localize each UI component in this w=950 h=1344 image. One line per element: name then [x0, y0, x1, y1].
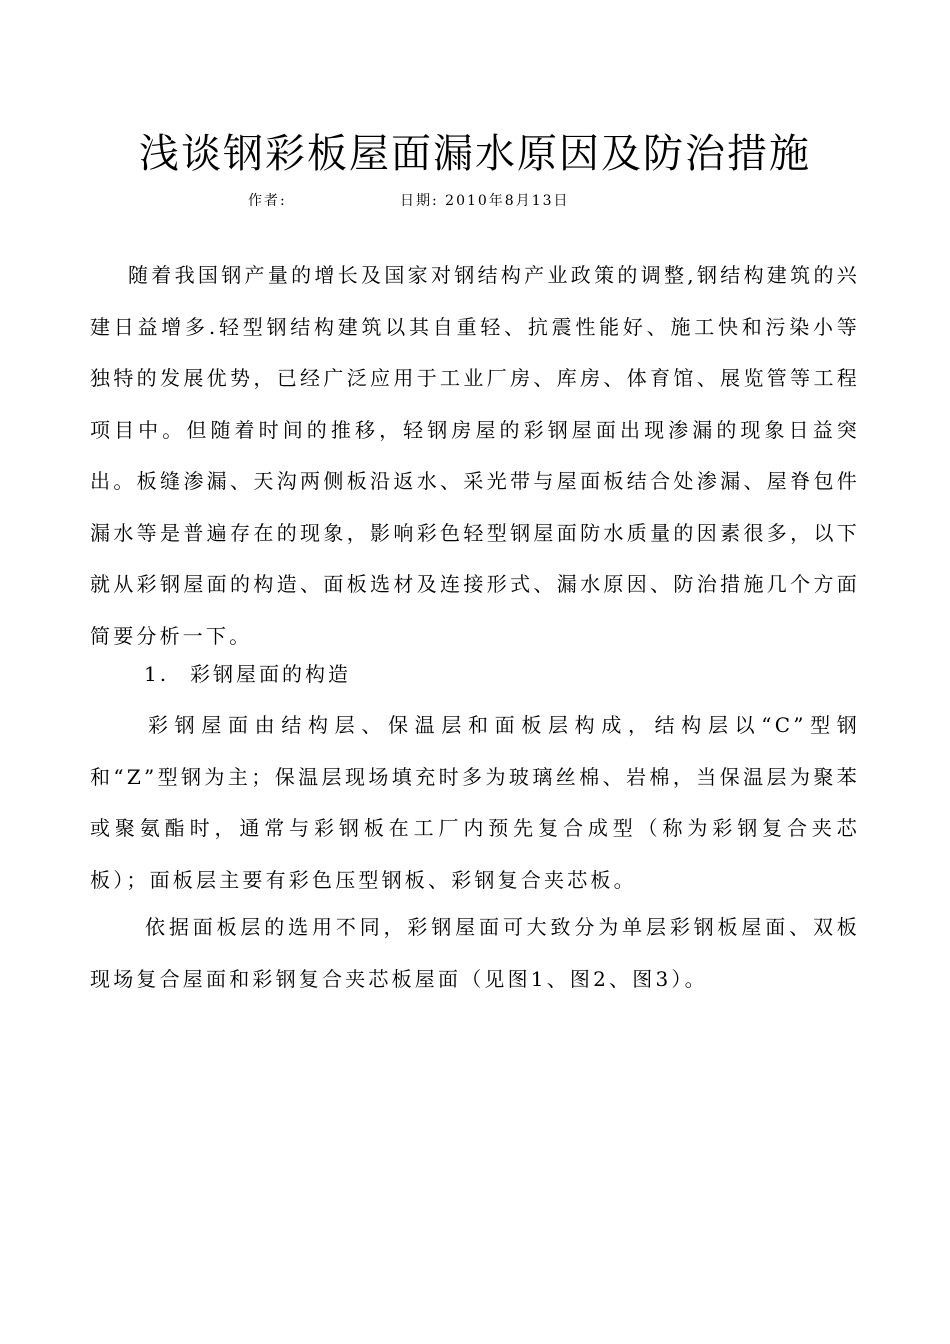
- structure-paragraph: 彩钢屋面由结构层、保温层和面板层构成，结构层以“C”型钢和“Z”型钢为主；保温层现场填充时多为玻璃丝棉、岩棉，当保温层为聚苯或聚氨酯时，通常与彩钢板在工厂内预先复合成型（称为彩钢复合夹芯板）；面板层主要有彩色压型钢板、彩钢复合夹芯板。: [90, 713, 860, 892]
- date-label: 日期: 2010年8月13日: [400, 193, 570, 209]
- classification-paragraph: 依据面板层的选用不同，彩钢屋面可大致分为单层彩钢板屋面、双板现场复合屋面和彩钢复合夹芯板屋面（见图1、图2、图3）。: [90, 915, 860, 991]
- author-label: 作者:: [248, 193, 287, 209]
- document-title: 浅谈钢彩板屋面漏水原因及防治措施: [139, 131, 811, 177]
- section-title: 彩钢屋面的构造: [190, 662, 351, 686]
- section-heading: [144, 658, 351, 690]
- section-number: 1.: [144, 662, 170, 686]
- intro-paragraph: 随着我国钢产量的增长及国家对钢结构产业政策的调整,钢结构建筑的兴建日益增多.轻型钢结构建筑以其自重轻、抗震性能好、施工快和污染小等独特的发展优势，已经广泛应用于工业厂房、库房、体育馆、展览管等工程项目中。但随着时间的推移，轻钢房屋的彩钢屋面出现渗漏的现象日益突出。板缝渗漏、天沟两侧板沿返水、采光带与屋面板结合处渗漏、屋脊包件漏水等是普遍存在的现象，影响彩色轻型钢屋面防水质量的因素很多，以下就从彩钢屋面的构造、面板选材及连接形式、漏水原因、防治措施几个方面简要分析一下。: [90, 263, 860, 648]
